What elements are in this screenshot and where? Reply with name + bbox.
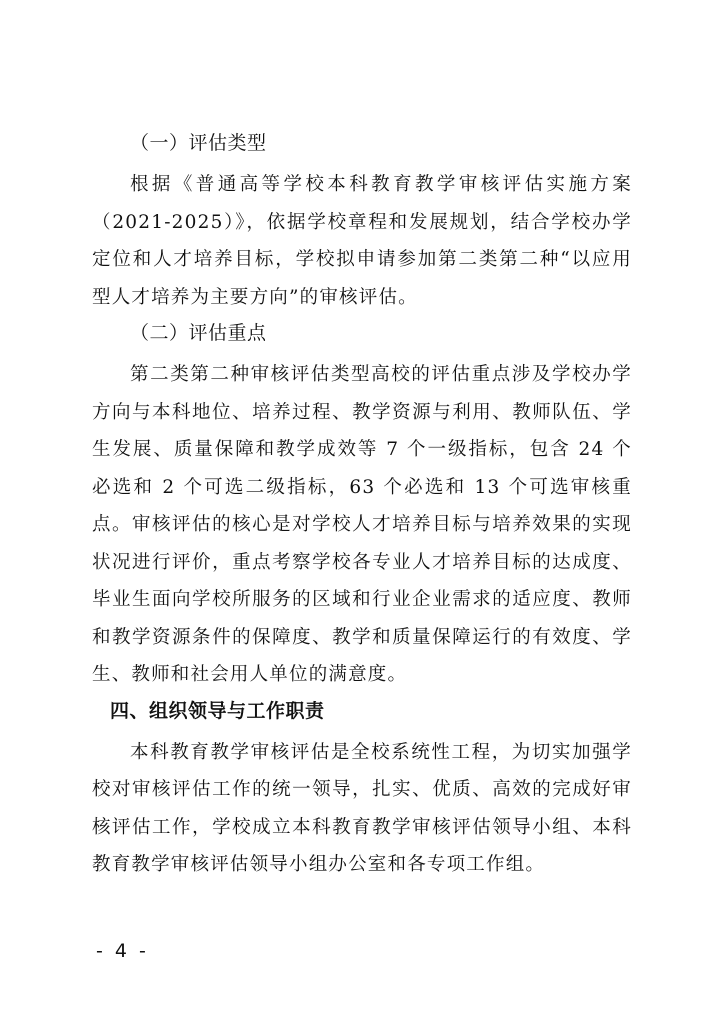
section-heading-organization: 四、组织领导与工作职责 <box>110 699 325 722</box>
paragraph-evaluation-focus: 第二类第二种审核评估类型高校的评估重点涉及学校办学方向与本科地位、培养过程、教学资源与利用、教师队伍、学生发展、质量保障和教学成效等 7 个一级指标，包含 24 个必选和 2 个可选二级指标，63 个必选和 13 个可选审核重点。审核评估的核心是对学校人才培养目标与培养效果的实现状况进行评价，重点考察学校各专业人才培养目标的达成度、毕业生面向学校所服务的区域和行业企业需求的适应度、教师和教学资源条件的保障度、教学和质量保障运行的有效度、学生、教师和社会用人单位的满意度。 <box>92 364 632 685</box>
document-body <box>92 128 632 886</box>
paragraph-organization: 本科教育教学审核评估是全校系统性工程，为切实加强学校对审核评估工作的统一领导，扎实、优质、高效的完成好审核评估工作，学校成立本科教育教学审核评估领导小组、本科教育教学审核评估领导小组办公室和各专项工作组。 <box>92 741 632 875</box>
section-heading-evaluation-type: （一）评估类型 <box>130 132 267 154</box>
page-number: - 4 - <box>96 940 149 962</box>
section-heading-evaluation-focus: （二）评估重点 <box>130 322 267 344</box>
paragraph-evaluation-type: 根据《普通高等学校本科教育教学审核评估实施方案（2021-2025）》，依据学校章程和发展规划，结合学校办学定位和人才培养目标，学校拟申请参加第二类第二种“以应用型人才培养为主要方向”的审核评估。 <box>92 174 632 308</box>
